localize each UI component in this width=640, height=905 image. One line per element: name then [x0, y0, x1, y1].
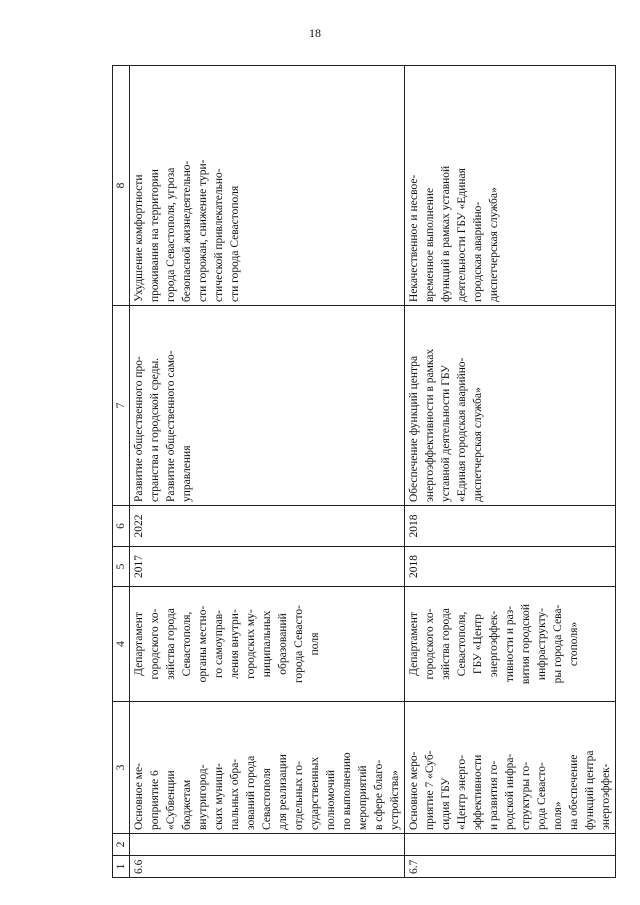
- start-year: 2017: [130, 547, 405, 587]
- rotated-table-container: [112, 66, 612, 878]
- header-cell: 5: [113, 547, 130, 587]
- header-cell: 6: [113, 506, 130, 547]
- expected-result: Обеспечение функций центра энергоэффективности в рамках уставной деятельности ГБУ «Единая городская аварийно- диспетчерская служба»: [405, 306, 616, 506]
- header-cell: 7: [113, 306, 130, 506]
- header-cell: 8: [113, 66, 130, 306]
- empty-cell: [405, 834, 616, 856]
- consequences: Некачественное и несвое- временное выполнение функций в рамках уставной деятельности ГБУ «Единая городская аварийно- диспетчерская служба»: [405, 66, 616, 306]
- expected-result: Развитие общественного про- странства и городской среды. Развитие общественного само- управления: [130, 306, 405, 506]
- row-number: 6.6: [130, 856, 405, 878]
- table-row: [130, 66, 405, 878]
- program-measures-table: [112, 65, 616, 878]
- measure-name: Основное меро- приятие 7 «Суб- сидия ГБУ «Центр энерго- эффективности и развития го- родской инфра- структуры го- рода Севасто- поля» на обеспечение функций центра энергоэффек-: [405, 702, 616, 834]
- header-cell: 3: [113, 702, 130, 834]
- row-number: 6.7: [405, 856, 616, 878]
- header-cell: 2: [113, 834, 130, 856]
- end-year: 2022: [130, 506, 405, 547]
- page-number: 18: [309, 26, 321, 40]
- responsible-executor: Департамент городского хо- зяйства города Севастополя, органы местно- го самоуправ- ления внутри- городских му- ниципальных образований города Севасто- поля: [130, 587, 405, 702]
- header-cell: 1: [113, 856, 130, 878]
- empty-cell: [130, 834, 405, 856]
- start-year: 2018: [405, 547, 616, 587]
- table-header-row: [113, 66, 130, 878]
- responsible-executor: Департамент городского хо- зяйства города Севастополя, ГБУ «Центр энергоэффек- тивности и раз- вития городской инфраструкту- ры города Сева- стополя»: [405, 587, 616, 702]
- end-year: 2018: [405, 506, 616, 547]
- measure-name: Основное ме- роприятие 6 «Субвенции бюджетам внутригород- ских муници- пальных обра- зований города Севастополя для реализации отдельных го- сударственных полномочий по выполнению мероприятий в сфере благо- устройства»: [130, 702, 405, 834]
- header-cell: 4: [113, 587, 130, 702]
- consequences: Ухудшение комфортности проживания на территории города Севастополя, угроза безопасной жизнедеятельно- сти горожан, снижение тури- стической привлекательно- сти города Севастополя: [130, 66, 405, 306]
- table-row: [405, 66, 616, 878]
